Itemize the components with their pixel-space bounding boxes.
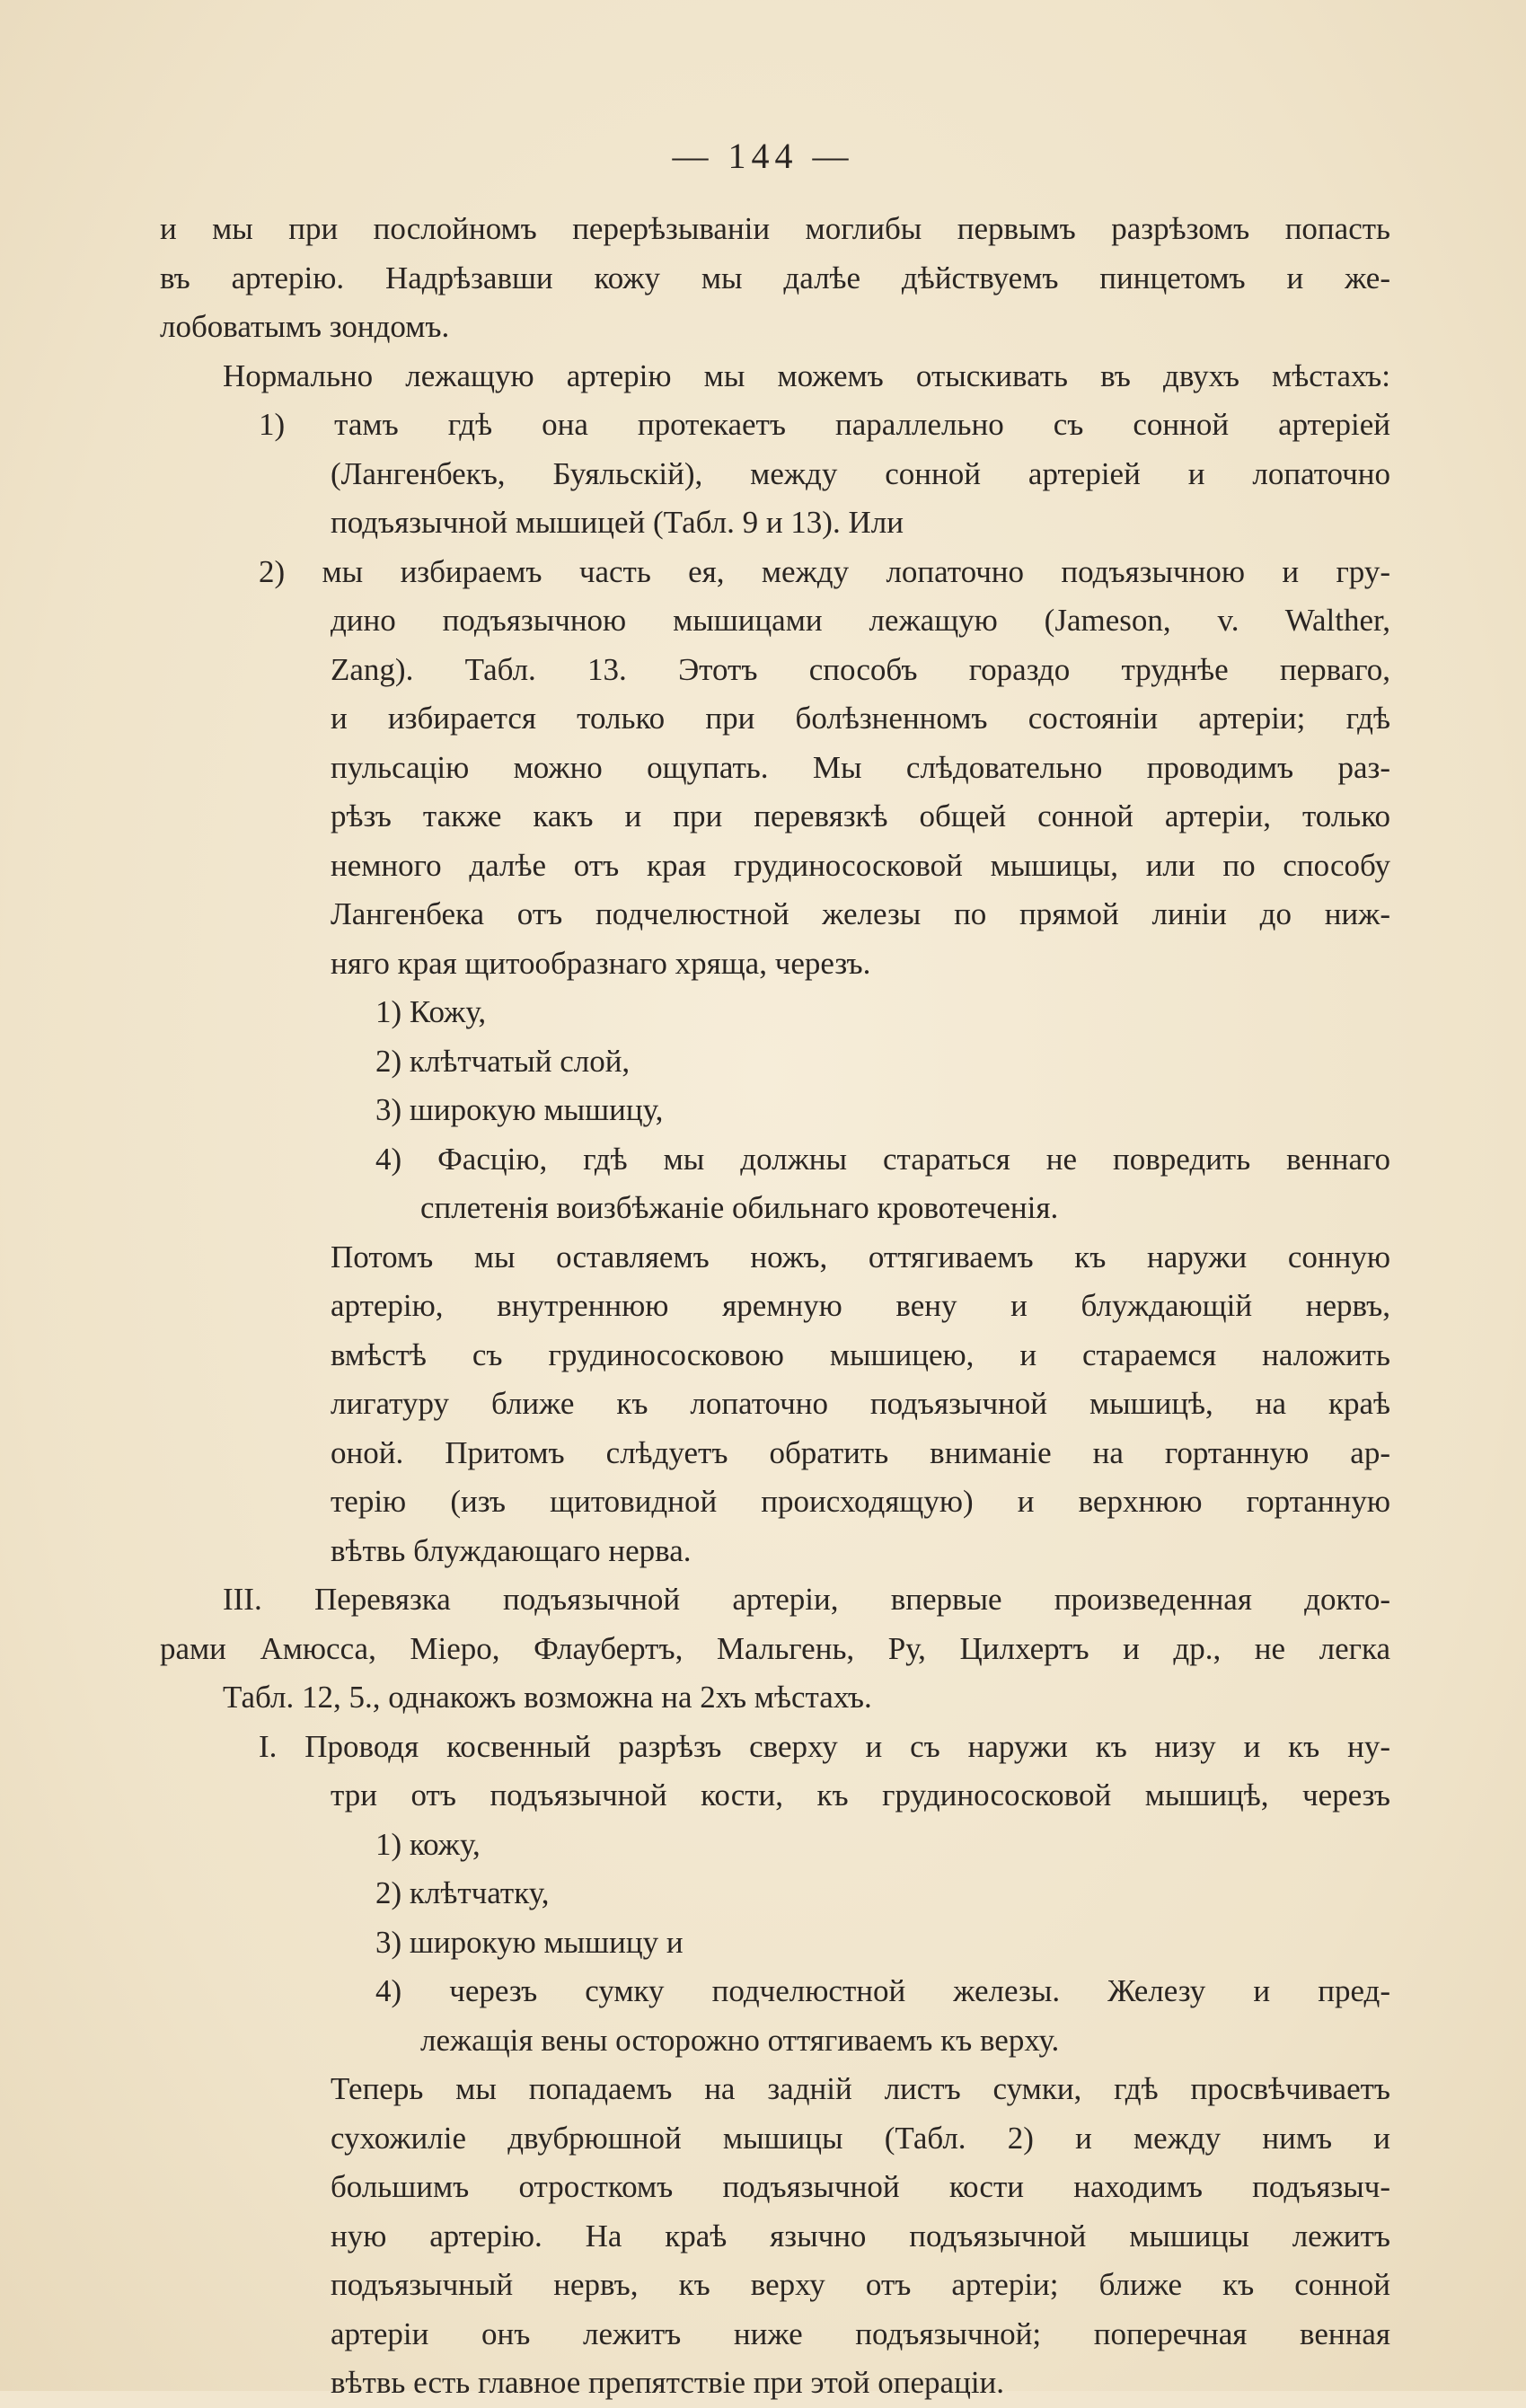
text-line: артеріи онъ лежитъ ниже подъязычной; поперечная венная [331, 2315, 1390, 2351]
text-line: Теперь мы попадаемъ на задній листъ сумки, гдѣ просвѣчиваетъ [331, 2071, 1390, 2106]
text-line: три отъ подъязычной кости, къ грудинососковой мышицѣ, черезъ [331, 1777, 1390, 1813]
text-line: вѣтвь блуждающаго нерва. [331, 1532, 692, 1568]
text-line: большимъ отросткомъ подъязычной кости находимъ подъязыч- [331, 2169, 1390, 2204]
text-line: 3) широкую мышицу и [375, 1924, 684, 1960]
text-line: рѣзъ также какъ и при перевязкѣ общей сонной артеріи, только [331, 798, 1390, 834]
text-line: дино подъязычною мышицами лежащую (Jameson, v. Walther, [331, 603, 1390, 638]
text-line: лобоватымъ зондомъ. [160, 309, 450, 344]
text-line: рами Амюсса, Міеро, Флаубертъ, Мальгень, Ру, Цилхертъ и др., не легка [160, 1630, 1390, 1666]
text-line: вѣтвь есть главное препятствіе при этой операціи. [331, 2365, 1005, 2400]
text-line: Лангенбека отъ подчелюстной железы по прямой линіи до ниж- [331, 896, 1390, 931]
text-line: 2) клѣтчатку, [375, 1875, 550, 1910]
text-line: сплетенія воизбѣжаніе обильнаго кровотеченія. [420, 1190, 1059, 1225]
text-line: вмѣстѣ съ грудинососковою мышицею, и стараемся наложить [331, 1336, 1390, 1372]
text-line: оной. Притомъ слѣдуетъ обратить вниманіе на гортанную ар- [331, 1434, 1390, 1470]
text-line: подъязычной мышицей (Табл. 9 и 13). Или [331, 505, 904, 540]
text-line: лежащія вены осторожно оттягиваемъ къ верху. [420, 2022, 1060, 2058]
text-line: Табл. 12, 5., однакожъ возможна на 2хъ мѣстахъ. [223, 1680, 872, 1715]
text-line: 4) Фасцію, гдѣ мы должны стараться не повредить веннаго [375, 1141, 1390, 1177]
text-line: ную артерію. На краѣ язычно подъязычной мышицы лежитъ [331, 2218, 1390, 2254]
text-line: III. Перевязка подъязычной артеріи, впервые произведенная докто- [223, 1582, 1390, 1617]
text-line: Потомъ мы оставляемъ ножъ, оттягиваемъ къ наружи сонную [331, 1239, 1390, 1275]
text-line: и избирается только при болѣзненномъ состояніи артеріи; гдѣ [331, 701, 1390, 736]
page-number: — 144 — [672, 136, 854, 176]
text-line: Нормально лежащую артерію мы можемъ отыскивать въ двухъ мѣстахъ: [223, 357, 1390, 393]
text-line: подъязычный нервъ, къ верху отъ артеріи; ближе къ сонной [331, 2267, 1390, 2302]
text-line: 4) черезъ сумку подчелюстной железы. Железу и пред- [375, 1973, 1390, 2008]
text-line: Zang). Табл. 13. Этотъ способъ гораздо труднѣе перваго, [331, 651, 1390, 687]
text-line: артерію, внутреннюю яремную вену и блуждающій нервъ, [331, 1288, 1390, 1323]
text-line: (Лангенбекъ, Буяльскій), между сонной артеріей и лопаточно [331, 455, 1390, 491]
text-line: 1) тамъ гдѣ она протекаетъ параллельно съ сонной артеріей [259, 407, 1390, 442]
text-line: терію (изъ щитовидной происходящую) и верхнюю гортанную [331, 1484, 1390, 1519]
text-line: 1) Кожу, [375, 994, 487, 1029]
text-line: немного далѣе отъ края грудинососковой мышицы, или по способу [331, 847, 1390, 883]
text-line: сухожиліе двубрюшной мышицы (Табл. 2) и между нимъ и [331, 2120, 1390, 2156]
text-line: 2) клѣтчатый слой, [375, 1043, 631, 1079]
text-line: 3) широкую мышицу, [375, 1092, 664, 1127]
text-line: лигатуру ближе къ лопаточно подъязычной мышицѣ, на краѣ [331, 1386, 1390, 1421]
text-line: въ артерію. Надрѣзавши кожу мы далѣе дѣйствуемъ пинцетомъ и же- [160, 260, 1390, 295]
text-line: и мы при послойномъ перерѣзываніи моглибы первымъ разрѣзомъ попасть [160, 211, 1390, 246]
text-line: 2) мы избираемъ часть ея, между лопаточно подъязычною и гру- [259, 553, 1390, 589]
text-line: 1) кожу, [375, 1826, 481, 1862]
text-line: I. Проводя косвенный разрѣзъ сверху и съ наружи къ низу и къ ну- [259, 1728, 1390, 1764]
body-text [160, 205, 1390, 2408]
text-line: няго края щитообразнаго хряща, черезъ. [331, 945, 871, 981]
text-line: пульсацію можно ощупать. Мы слѣдовательно проводимъ раз- [331, 749, 1390, 785]
